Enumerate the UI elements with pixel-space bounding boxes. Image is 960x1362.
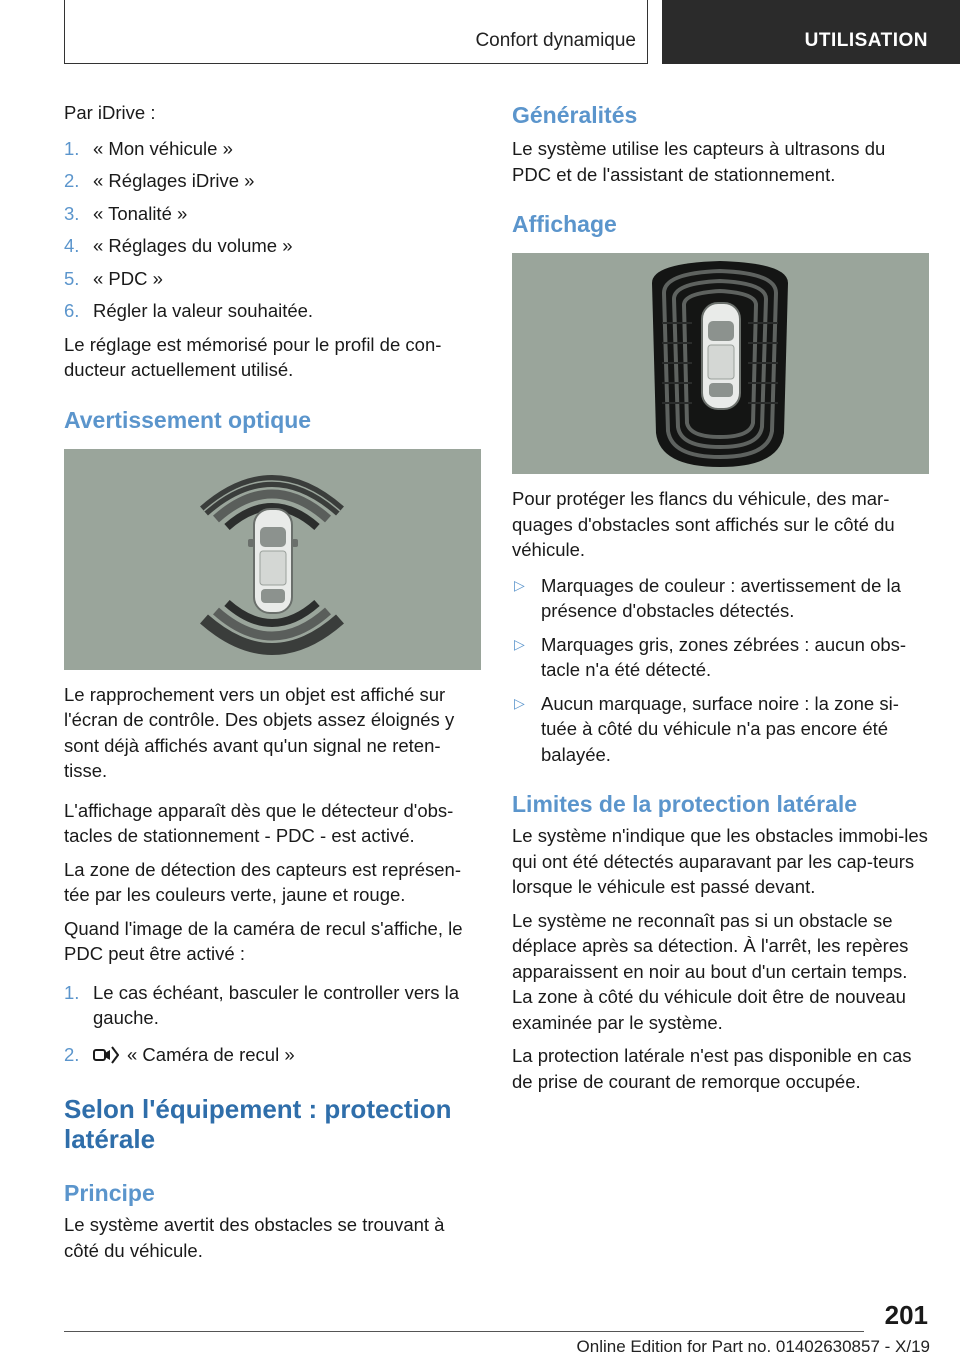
step-text: « Tonalité » [93,202,188,224]
heading-selon-equipement: Selon l'équipement : protection latérale [64,1094,452,1154]
limites-paragraph-1: Le système n'indique que les obstacles immobi-les qui ont été détectés auparavant par les cap-teurs lorsque le véhicule est passé devant. [512,825,928,897]
idrive-intro: Par iDrive : [64,102,156,123]
footer-divider [64,1331,864,1332]
step-number: 2. [64,1043,80,1065]
footer-edition: Online Edition for Part no. 01402630857 - X/19 [576,1337,930,1356]
step-number: 1. [64,981,80,1003]
list-item [64,201,481,227]
step-text: « PDC » [93,267,163,289]
affichage-paragraph: Pour protéger les flancs du véhicule, des mar-quages d'obstacles sont affichés sur le côté du véhicule. [512,488,895,560]
optique-paragraph-1: Le rapprochement vers un objet est affiché sur l'écran de contrôle. Des objets assez éloignés y sont déjà affichés avant qu'un signal ne reten-tisse. [64,683,455,781]
header-section-title: Confort dynamique [475,30,636,51]
list-item [64,980,481,1031]
triangle-bullet-icon: ▷ [514,576,525,593]
right-column [512,100,929,1094]
step-number: 6. [64,300,80,321]
step-text: Régler la valeur souhaitée. [93,300,314,321]
page-number: 201 [884,1300,928,1330]
step-number: 1. [64,137,80,159]
list-item [64,233,481,259]
step-number: 4. [64,235,80,256]
pdc-car-illustration [64,449,481,670]
side-protection-figure [512,253,929,474]
pdc-display-figure [64,449,481,670]
limites-paragraph-3: La protection latérale n'est pas disponible en cas de prise de courant de remorque occupée. [512,1045,912,1092]
step-number: 3. [64,202,80,224]
marking-bullets [512,573,929,768]
list-item [64,136,481,162]
bullet-text: Aucun marquage, surface noire : la zone si-tuée à côté du véhicule n'a pas encore été balayée. [541,692,899,765]
step-text: « Mon véhicule » [93,137,233,159]
bullet-text: Marquages de couleur : avertissement de la présence d'obstacles détectés. [541,574,901,621]
optique-paragraph-2: L'affichage apparaît dès que le détecteur d'obs-tacles de stationnement - PDC - est activé. [64,799,454,846]
heading-avertissement-optique: Avertissement optique [64,406,312,433]
generalites-paragraph: Le système utilise les capteurs à ultrasons du PDC et de l'assistant de stationnement. [512,138,886,185]
header-chapter-tab[interactable] [662,0,960,64]
optique-paragraph-3: La zone de détection des capteurs est représen-tée par les couleurs verte, jaune et rouge. [64,858,461,905]
list-item [64,266,481,292]
list-item [512,691,929,768]
step-number: 5. [64,267,80,289]
bullet-text: Marquages gris, zones zébrées : aucun obs-tacle n'a été détecté. [541,633,907,680]
camera-steps [64,980,481,1068]
triangle-bullet-icon: ▷ [514,694,525,711]
heading-limites: Limites de la protection latérale [512,791,858,817]
list-item [512,632,929,683]
left-column [64,100,481,1263]
heading-generalites: Généralités [512,102,638,128]
header-chapter-label: UTILISATION [804,30,928,51]
step-number: 2. [64,170,80,191]
limites-paragraph-2: Le système ne reconnaît pas si un obstacle se déplace après sa détection. À l'arrêt, les repères apparaissent en noir au bout d'un certain temps. La zone à côté du véhicule doit être de nouveau examinée par le système. [512,909,909,1033]
heading-affichage: Affichage [512,211,617,237]
list-item [64,298,481,324]
triangle-bullet-icon: ▷ [514,635,525,652]
idrive-steps [64,136,481,324]
step-text: « Réglages du volume » [93,235,293,256]
step-text: Le cas échéant, basculer le controller vers la gauche. [93,981,460,1028]
step-text: « Réglages iDrive » [93,170,255,191]
side-protection-illustration [512,253,929,474]
setting-memo: Le réglage est mémorisé pour le profil de con-ducteur actuellement utilisé. [64,333,442,380]
heading-principe: Principe [64,1180,155,1206]
principe-paragraph: Le système avertit des obstacles se trouvant à côté du véhicule. [64,1214,445,1261]
list-item [512,573,929,624]
optique-paragraph-4: Quand l'image de la caméra de recul s'affiche, le PDC peut être activé : [64,917,463,964]
list-item [64,168,481,194]
list-item [64,1042,481,1068]
rear-camera-icon [93,1045,119,1065]
step-text: « Caméra de recul » [127,1043,295,1065]
